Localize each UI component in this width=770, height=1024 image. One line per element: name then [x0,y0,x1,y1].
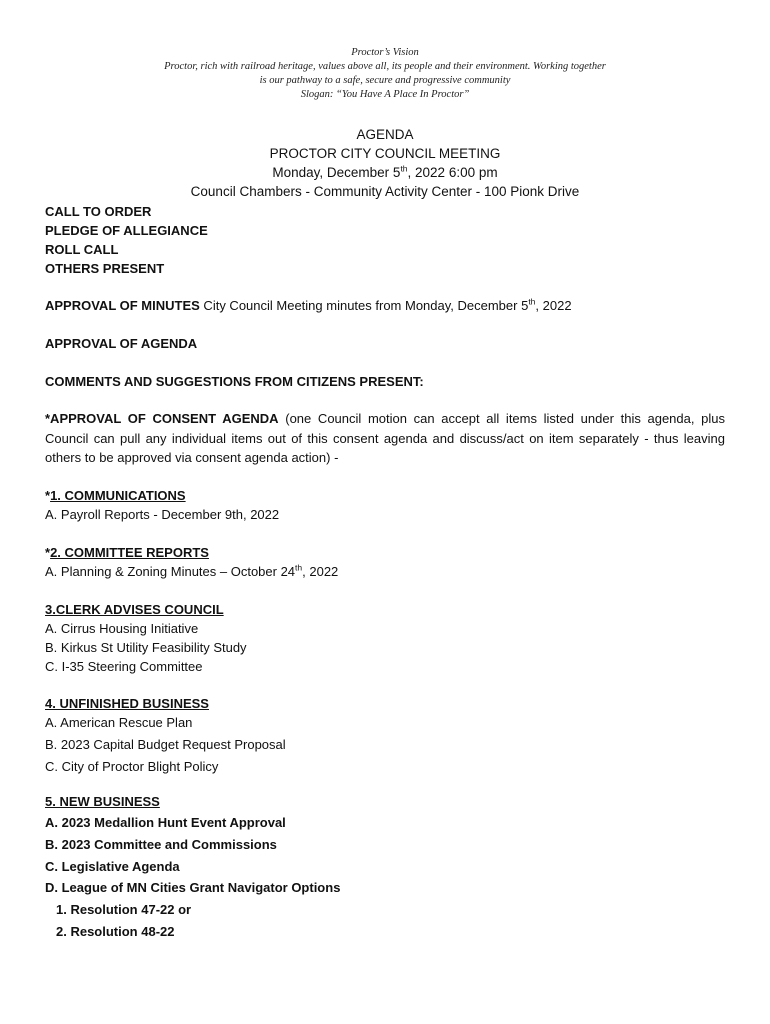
new-business-item: A. 2023 Medallion Hunt Event Approval [45,815,286,830]
vision-statement-line-2: is our pathway to a safe, secure and progressive community [259,75,511,86]
consent-agenda-paragraph: *APPROVAL OF CONSENT AGENDA (one Council motion can accept all items listed under this agenda, plus Council can pull any individual items out of this consent agenda and discuss/act on item separately - thus leaving others to be approved via consent agenda action) - [45,411,726,465]
meeting-title: PROCTOR CITY COUNCIL MEETING [269,146,501,161]
approval-of-minutes: APPROVAL OF MINUTES City Council Meeting minutes from Monday, December 5th, 2022 [45,296,572,313]
unfinished-business-heading: 4. UNFINISHED BUSINESS [45,696,209,711]
new-business-item: C. Legislative Agenda [45,859,180,874]
vision-title: Proctor’s Vision [351,47,419,58]
new-business-sub-item: 1. Resolution 47-22 or [56,902,192,917]
roll-call: ROLL CALL [45,242,119,257]
communications-heading: *1. COMMUNICATIONS [45,488,186,503]
meeting-location: Council Chambers - Community Activity Center - 100 Pionk Drive [190,184,580,199]
new-business-item: B. 2023 Committee and Commissions [45,837,277,852]
unfinished-item: A. American Rescue Plan [45,715,193,730]
clerk-advises-heading: 3.CLERK ADVISES COUNCIL [45,602,224,617]
committee-reports-heading: *2. COMMITTEE REPORTS [45,545,209,560]
agenda-title: AGENDA [356,127,414,142]
slogan: Slogan: “You Have A Place In Proctor” [300,89,470,100]
clerk-item: B. Kirkus St Utility Feasibility Study [45,640,247,655]
communications-item: A. Payroll Reports - December 9th, 2022 [45,507,280,522]
new-business-item: D. League of MN Cities Grant Navigator Options [45,880,341,895]
pledge-of-allegiance: PLEDGE OF ALLEGIANCE [45,223,208,238]
unfinished-item: B. 2023 Capital Budget Request Proposal [45,737,286,752]
unfinished-item: C. City of Proctor Blight Policy [45,759,219,774]
vision-statement-line-1: Proctor, rich with railroad heritage, values above all, its people and their environment. Working together [164,61,606,72]
call-to-order: CALL TO ORDER [45,204,152,219]
others-present: OTHERS PRESENT [45,261,165,276]
meeting-date: Monday, December 5th, 2022 6:00 pm [272,163,498,180]
citizen-comments-heading: COMMENTS AND SUGGESTIONS FROM CITIZENS PRESENT: [45,374,424,389]
committee-reports-item: A. Planning & Zoning Minutes – October 24th, 2022 [45,562,339,579]
clerk-item: C. I-35 Steering Committee [45,659,203,674]
new-business-sub-item: 2. Resolution 48-22 [56,924,175,939]
new-business-heading: 5. NEW BUSINESS [45,794,160,809]
approval-of-agenda: APPROVAL OF AGENDA [45,336,198,351]
clerk-item: A. Cirrus Housing Initiative [45,621,199,636]
